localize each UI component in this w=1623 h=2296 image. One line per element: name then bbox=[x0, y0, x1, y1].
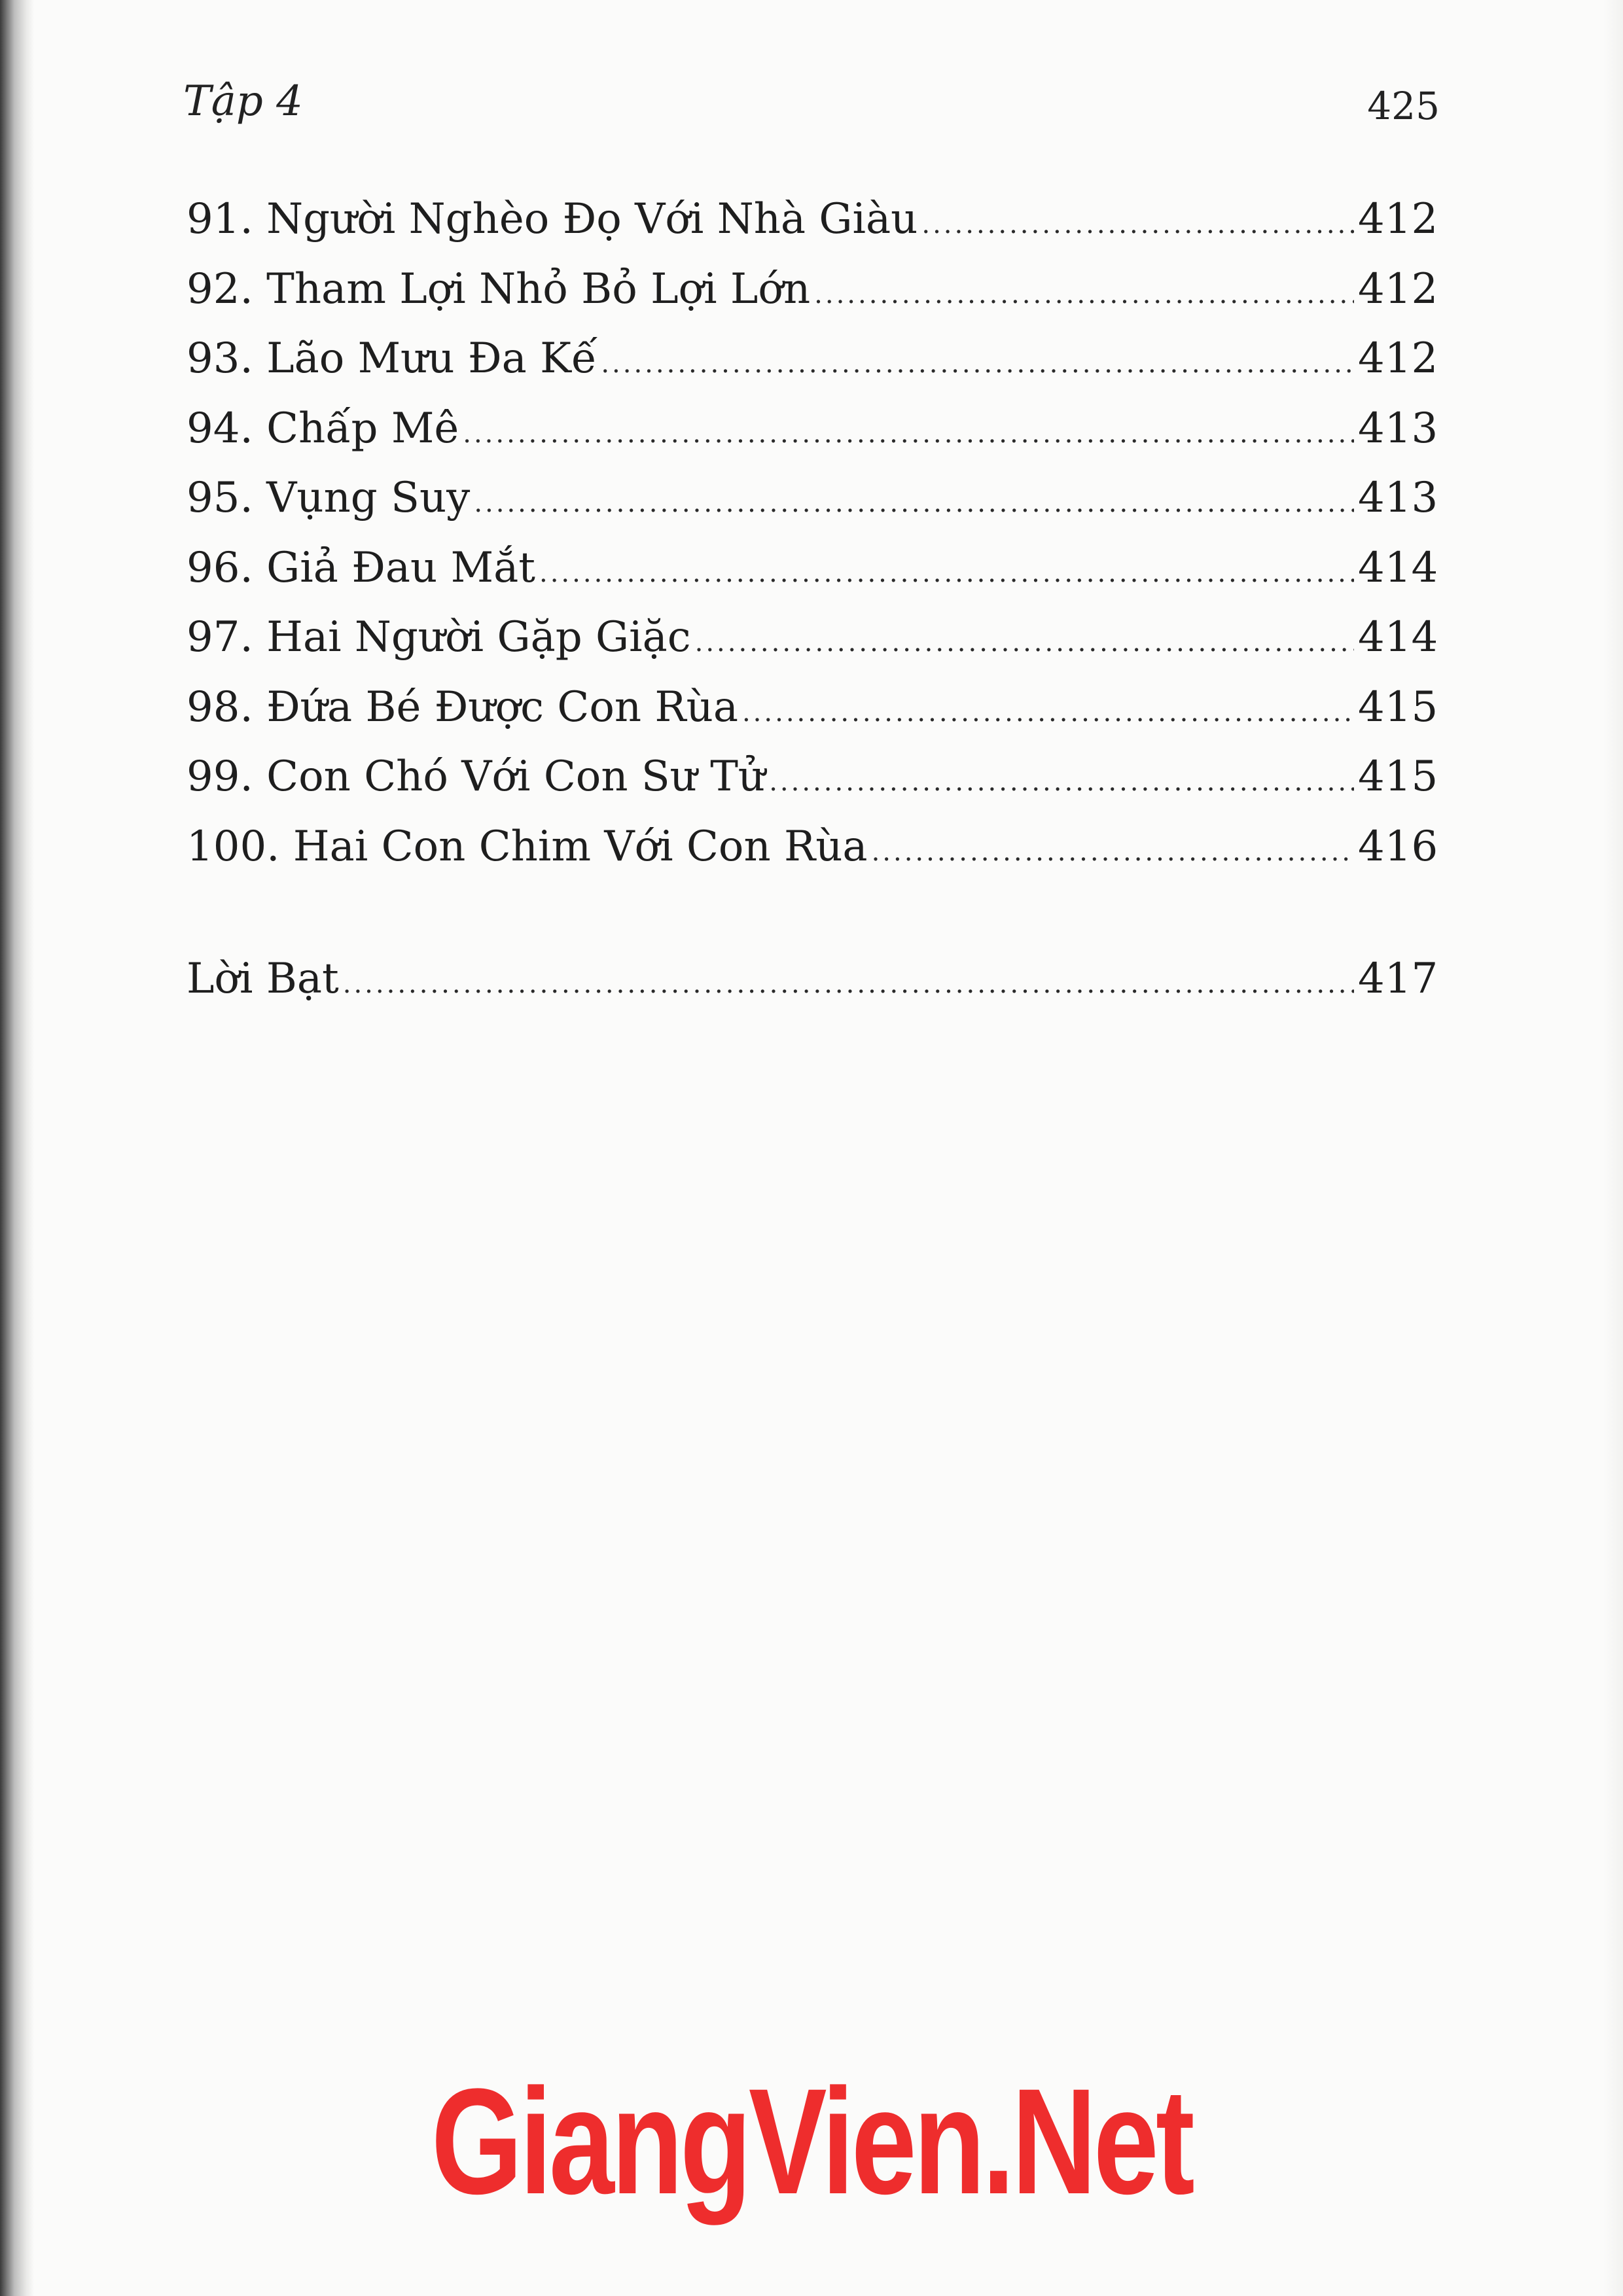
running-head-volume: Tập 4 bbox=[183, 77, 303, 126]
toc-entry-title: 98. Đứa Bé Được Con Rùa bbox=[187, 682, 738, 732]
toc-entry-afterword[interactable] bbox=[187, 955, 1438, 1025]
toc-entry[interactable] bbox=[187, 613, 1438, 683]
toc-entry-page: 415 bbox=[1358, 682, 1438, 732]
toc-entry-title: 91. Người Nghèo Đọ Với Nhà Giàu bbox=[187, 195, 918, 243]
toc-entry[interactable] bbox=[187, 474, 1438, 544]
toc-entry-page: 412 bbox=[1358, 334, 1438, 383]
site-watermark: GiangVien.Net bbox=[431, 2057, 1192, 2225]
toc-entry-page: 414 bbox=[1358, 613, 1438, 662]
toc-entry[interactable] bbox=[187, 543, 1438, 614]
toc-leader-dots bbox=[695, 627, 1354, 658]
page-number: 425 bbox=[1367, 84, 1440, 128]
toc-entry-title: 94. Chấp Mê bbox=[187, 404, 459, 453]
toc-entry-title: Lời Bạt bbox=[187, 955, 339, 1003]
toc-entry[interactable] bbox=[187, 264, 1438, 335]
toc-entry-title: 99. Con Chó Với Con Sư Tử bbox=[187, 752, 766, 801]
toc-entry-page: 413 bbox=[1358, 474, 1438, 522]
toc-entry-page: 417 bbox=[1358, 955, 1438, 1003]
toc-entry[interactable] bbox=[187, 404, 1438, 474]
toc-entry-page: 412 bbox=[1358, 264, 1438, 313]
toc-leader-dots bbox=[921, 209, 1354, 239]
table-of-contents bbox=[187, 195, 1438, 1025]
toc-leader-dots bbox=[601, 349, 1354, 379]
toc-entry[interactable] bbox=[187, 195, 1438, 265]
toc-leader-dots bbox=[343, 969, 1354, 999]
toc-entry-page: 416 bbox=[1358, 822, 1438, 871]
toc-entry[interactable] bbox=[187, 682, 1438, 753]
book-spine-shadow bbox=[0, 0, 34, 2296]
toc-leader-dots bbox=[814, 279, 1354, 309]
toc-leader-dots bbox=[872, 837, 1354, 867]
toc-entry[interactable] bbox=[187, 822, 1438, 892]
toc-leader-dots bbox=[474, 488, 1354, 518]
toc-entry-page: 415 bbox=[1358, 752, 1438, 801]
toc-entry-page: 412 bbox=[1358, 195, 1438, 243]
toc-entry-title: 95. Vụng Suy bbox=[187, 474, 471, 522]
toc-entry-title: 100. Hai Con Chim Với Con Rùa bbox=[187, 822, 868, 871]
toc-entry[interactable] bbox=[187, 334, 1438, 404]
toc-entry-title: 97. Hai Người Gặp Giặc bbox=[187, 613, 691, 662]
toc-entry-title: 92. Tham Lợi Nhỏ Bỏ Lợi Lớn bbox=[187, 264, 811, 313]
page-edge bbox=[1603, 0, 1623, 2296]
toc-leader-dots bbox=[539, 558, 1354, 588]
toc-section-gap bbox=[187, 892, 1430, 955]
toc-leader-dots bbox=[463, 419, 1354, 449]
toc-entry[interactable] bbox=[187, 752, 1438, 822]
toc-entry-title: 93. Lão Mưu Đa Kế bbox=[187, 334, 597, 383]
toc-entry-page: 413 bbox=[1358, 404, 1438, 453]
toc-leader-dots bbox=[742, 698, 1354, 728]
toc-leader-dots bbox=[769, 767, 1354, 797]
toc-entry-page: 414 bbox=[1358, 543, 1438, 592]
toc-entry-title: 96. Giả Đau Mắt bbox=[187, 543, 535, 592]
